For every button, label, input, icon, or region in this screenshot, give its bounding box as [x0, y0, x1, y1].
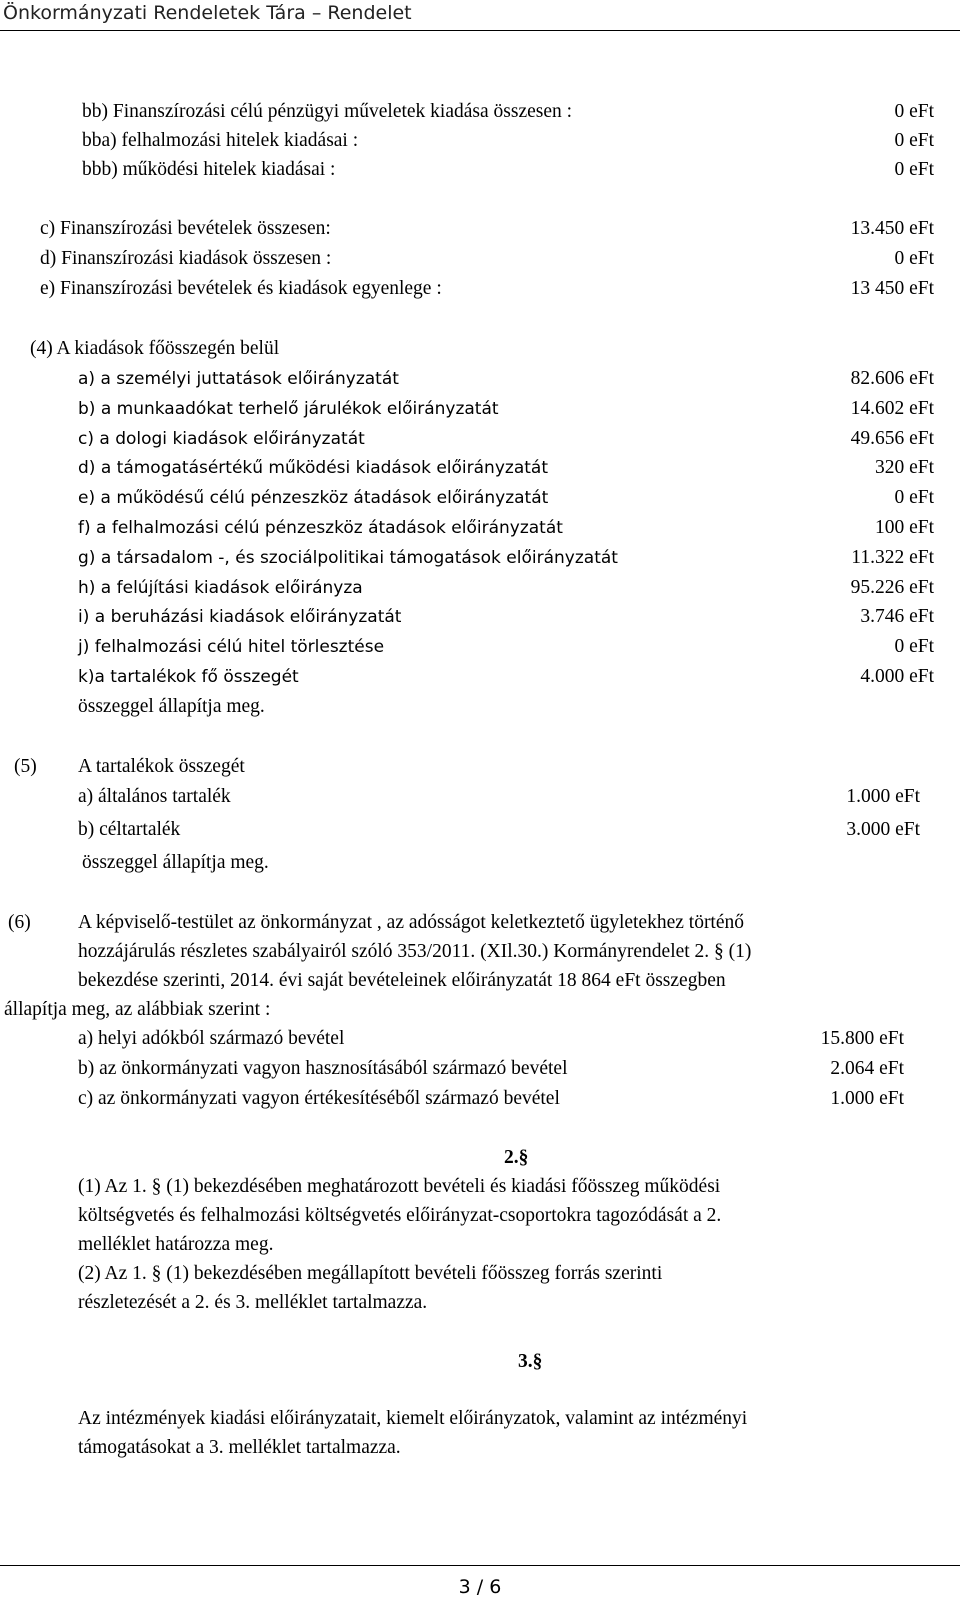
section4-item-label: b) a munkaadókat terhelő járulékok előirányzatát: [78, 399, 499, 419]
section4-item-label: f) a felhalmozási célú pénzeszköz átadások előirányzatát: [78, 518, 563, 538]
section4-item-value: 0 eFt: [894, 636, 934, 657]
e-label: e) Finanszírozási bevételek és kiadások egyenlege :: [40, 278, 442, 299]
section4-item-label: k)a tartalékok fő összegét: [78, 667, 299, 687]
section4-item-label: j) felhalmozási célú hitel törlesztése: [78, 637, 385, 657]
section6-line1: A képviselő-testület az önkormányzat , az adósságot keletkeztető ügyletekhez történő: [78, 912, 745, 933]
section5-item-a-label: a) általános tartalék: [78, 786, 231, 807]
section3-line2: támogatásokat a 3. melléklet tartalmazza.: [78, 1437, 401, 1458]
section2-p1-line1: (1) Az 1. § (1) bekezdésében meghatározott bevételi és kiadási főösszeg működési: [78, 1176, 721, 1197]
d-value: 0 eFt: [894, 248, 934, 269]
section2-p2-line2: részletezését a 2. és 3. melléklet tartalmazza.: [78, 1292, 428, 1313]
section5-heading: A tartalékok összegét: [78, 756, 245, 777]
section4-item-value: 95.226 eFt: [850, 577, 934, 598]
section4-item-value: 320 eFt: [874, 457, 934, 478]
header-divider: [0, 30, 960, 31]
bb-value: 0 eFt: [894, 101, 934, 122]
section4-item-value: 0 eFt: [894, 487, 934, 508]
section6-number: (6): [8, 912, 31, 933]
bba-value: 0 eFt: [894, 130, 934, 151]
section5-item-b-value: 3.000 eFt: [846, 819, 920, 840]
section6-item-a-value: 15.800 eFt: [820, 1028, 904, 1049]
section4-item-value: 49.656 eFt: [850, 428, 934, 449]
section2-p2-line1: (2) Az 1. § (1) bekezdésében megállapított bevételi főösszeg forrás szerinti: [78, 1263, 663, 1284]
bb-label: bb) Finanszírozási célú pénzügyi műveletek kiadása összesen :: [82, 101, 573, 122]
section6-item-c-value: 1.000 eFt: [830, 1088, 904, 1109]
section4-item-label: g) a társadalom -, és szociálpolitikai támogatások előirányzatát: [78, 548, 618, 568]
section4-item-value: 4.000 eFt: [860, 666, 934, 687]
section3-heading: 3.§: [518, 1351, 543, 1372]
page-header: [0, 0, 960, 28]
section4-heading: (4) A kiadások főösszegén belül: [30, 338, 280, 359]
section6-line3: bekezdése szerinti, 2014. évi saját bevételeinek előirányzatát 18 864 eFt összegben: [78, 970, 726, 991]
section5-number: (5): [14, 756, 37, 777]
section4-item-value: 100 eFt: [874, 517, 934, 538]
page-number: 3 / 6: [458, 1576, 502, 1598]
bbb-value: 0 eFt: [894, 159, 934, 180]
e-value: 13 450 eFt: [850, 278, 934, 299]
section6-line4: állapítja meg, az alábbiak szerint :: [4, 999, 271, 1020]
c-value: 13.450 eFt: [850, 218, 934, 239]
section6-item-b-label: b) az önkormányzati vagyon hasznosításából származó bevétel: [78, 1058, 568, 1079]
header-title: Önkormányzati Rendeletek Tára – Rendelet: [3, 2, 412, 24]
section6-item-c-label: c) az önkormányzati vagyon értékesítéséből származó bevétel: [78, 1088, 560, 1109]
section5-closing: összeggel állapítja meg.: [82, 852, 269, 873]
bbb-label: bbb) működési hitelek kiadásai :: [82, 159, 336, 180]
section2-p1-line2: költségvetés és felhalmozási költségvetés előirányzat-csoportokra tagozódását a 2.: [78, 1205, 722, 1226]
section5-item-b-label: b) céltartalék: [78, 819, 181, 840]
section4-item-label: h) a felújítási kiadások előirányza: [78, 578, 363, 598]
section2-heading: 2.§: [504, 1147, 529, 1168]
section2-p1-line3: melléklet határozza meg.: [78, 1234, 274, 1255]
section4-item-label: d) a támogatásértékű működési kiadások előirányzatát: [78, 458, 548, 478]
section5-item-a-value: 1.000 eFt: [846, 786, 920, 807]
bba-label: bba) felhalmozási hitelek kiadásai :: [82, 130, 359, 151]
section4-item-label: a) a személyi juttatások előirányzatát: [78, 369, 399, 389]
section6-item-b-value: 2.064 eFt: [830, 1058, 904, 1079]
section6-line2: hozzájárulás részletes szabályairól szóló 353/2011. (XIl.30.) Kormányrendelet 2. § (1): [78, 941, 752, 962]
d-label: d) Finanszírozási kiadások összesen :: [40, 248, 332, 269]
footer-divider: [0, 1565, 960, 1566]
section4-item-value: 14.602 eFt: [850, 398, 934, 419]
section4-item-label: e) a működésű célú pénzeszköz átadások előirányzatát: [78, 488, 549, 508]
section3-line1: Az intézmények kiadási előirányzatait, kiemelt előirányzatok, valamint az intézményi: [78, 1408, 748, 1429]
section4-item-label: i) a beruházási kiadások előirányzatát: [78, 607, 402, 627]
section6-item-a-label: a) helyi adókból származó bevétel: [78, 1028, 345, 1049]
section4-closing: összeggel állapítja meg.: [78, 696, 265, 717]
section4-item-label: c) a dologi kiadások előirányzatát: [78, 429, 365, 449]
section4-item-value: 11.322 eFt: [851, 547, 934, 568]
c-label: c) Finanszírozási bevételek összesen:: [40, 218, 331, 239]
section4-item-value: 3.746 eFt: [860, 606, 934, 627]
section4-item-value: 82.606 eFt: [850, 368, 934, 389]
